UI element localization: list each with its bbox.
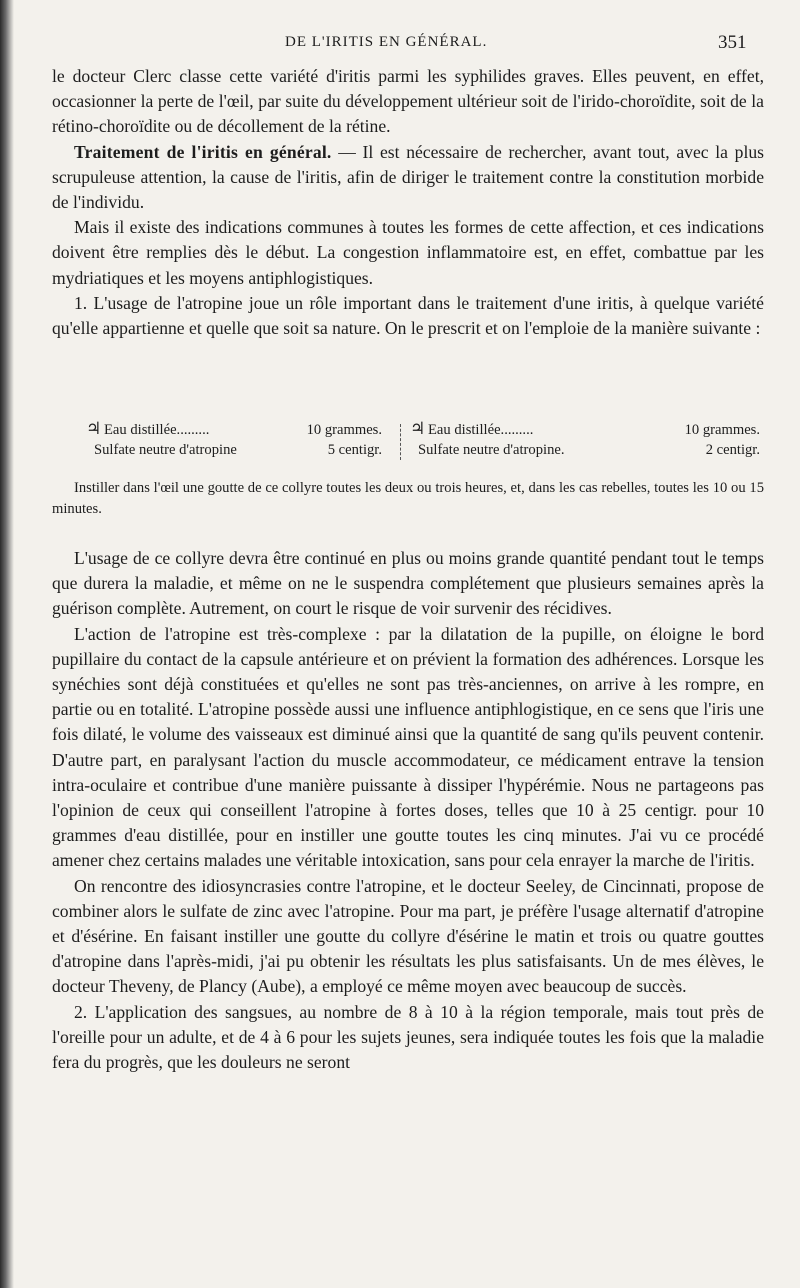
note-text: Instiller dans l'œil une goutte de ce collyre toutes les deux ou trois heures, et, dans les cas rebelles, toutes les 10 ou 15 minutes. xyxy=(52,480,764,517)
paragraph-atropine-intro: 1. L'usage de l'atropine joue un rôle important dans le traitement d'une iritis, à quelque variété qu'elle appartienne et quelle que soit sa nature. On le prescrit et on l'emploie de la manière suivante : xyxy=(52,292,764,339)
rx-line xyxy=(86,420,436,440)
section-title: Traitement de l'iritis en général. xyxy=(74,141,332,162)
rx-ingredient: Eau distillée......... xyxy=(104,422,210,438)
rx-ingredient: Sulfate neutre d'atropine. xyxy=(418,442,565,458)
rx-quantity: 2 centigr. xyxy=(705,442,760,458)
recipe-symbol-icon: ♃ xyxy=(86,419,102,438)
rx-line xyxy=(86,440,436,460)
section-intro-text: — Il est nécessaire de rechercher, avant tout, avec la plus scrupuleuse attention, la cause de l'iritis, afin de diriger le traitement contre la constitution morbide de l'individu. xyxy=(52,141,765,213)
rx-quantity: 5 centigr. xyxy=(327,442,382,458)
page-header xyxy=(0,30,800,58)
paragraph-section-intro xyxy=(52,140,764,216)
page-number: 351 xyxy=(718,32,747,53)
rx-ingredient: Eau distillée......... xyxy=(428,422,534,438)
rx-ingredient: Sulfate neutre d'atropine xyxy=(94,442,237,458)
running-head: DE L'IRITIS EN GÉNÉRAL. xyxy=(285,34,488,50)
paragraph-leeches: 2. L'application des sangsues, au nombre de 8 à 10 à la région temporale, mais tout près de l'oreille pour un adulte, et de 4 à 6 pour les sujets jeunes, sera indiquée toutes les fois que la maladie fera du progrès, que les douleurs ne seront xyxy=(52,1001,764,1073)
prescription-note xyxy=(52,478,764,520)
paragraph-indications: Mais il existe des indications communes à toutes les formes de cette affection, et ces indications doivent être remplies dès le début. La congestion inflammatoire est, en effet, combattue par les mydriatiques et les moyens antiphlogistiques. xyxy=(52,217,764,288)
main-text-bottom xyxy=(52,546,764,1075)
prescription-right xyxy=(410,420,760,460)
page-binding-shadow xyxy=(0,0,14,1288)
prescription-left xyxy=(86,420,436,460)
paragraph-continuation: le docteur Clerc classe cette variété d'iritis parmi les syphilides graves. Elles peuvent, en effet, occasionner la perte de l'œil, par suite du développement ultérieur soit de l'irido-choroïdite, soit de la rétino-choroïdite ou de décollement de la rétine. xyxy=(52,66,764,137)
rx-line xyxy=(410,440,760,460)
paragraph-atropine-action: L'action de l'atropine est très-complexe : par la dilatation de la pupille, on éloigne le bord pupillaire du contact de la capsule antérieure et on prévient la formation des adhérences. Lorsque les synéchies sont déjà constituées et qu'elles ne sont pas très-anciennes, on arrive à les rompre, en partie ou en totalité. L'atropine possède aussi une influence antiphlogistique, en ce sens que l'iris une fois dilaté, le volume des vaisseaux est diminué ainsi que la quantité de sang qu'ils peuvent contenir. D'autre part, en paralysant l'action du muscle accommodateur, ce médicament entrave la tension intra-oculaire et contribue d'une manière puissante à dissiper l'hypérémie. Nous ne partageons pas l'opinion de ceux qui conseillent l'atropine à fortes doses, telles que 10 à 25 centigr. pour 10 grammes d'eau distillée, pour en instiller une goutte toutes les cinq minutes. J'ai vu ce procédé amener chez certains malades une véritable intoxication, sans pour cela enrayer la marche de l'iritis. xyxy=(52,623,764,871)
rx-quantity: 10 grammes. xyxy=(306,422,382,438)
recipe-symbol-icon: ♃ xyxy=(410,419,426,438)
paragraph-idiosyncrasies: On rencontre des idiosyncrasies contre l'atropine, et le docteur Seeley, de Cincinnati, propose de combiner alors le sulfate de zinc avec l'atropine. Pour ma part, je préfère l'usage alternatif d'atropine et d'ésérine. En faisant instiller une goutte du collyre d'ésérine le matin et trois ou quatre gouttes d'atropine dans l'après-midi, j'ai pu obtenir les résultats les plus satisfaisants. Un de mes élèves, le docteur Theveny, de Plancy (Aube), a employé ce même moyen avec beaucoup de succès. xyxy=(52,875,764,997)
rx-line xyxy=(410,420,760,440)
paragraph-collyre-usage: L'usage de ce collyre devra être continué en plus ou moins grande quantité pendant tout le temps que durera la maladie, et même on ne le suspendra complétement que plusieurs semaines après la guérison complète. Autrement, on court le risque de voir survenir des récidives. xyxy=(52,548,764,619)
main-text-top xyxy=(52,64,764,341)
prescription-divider xyxy=(400,424,401,460)
rx-quantity: 10 grammes. xyxy=(684,422,760,438)
